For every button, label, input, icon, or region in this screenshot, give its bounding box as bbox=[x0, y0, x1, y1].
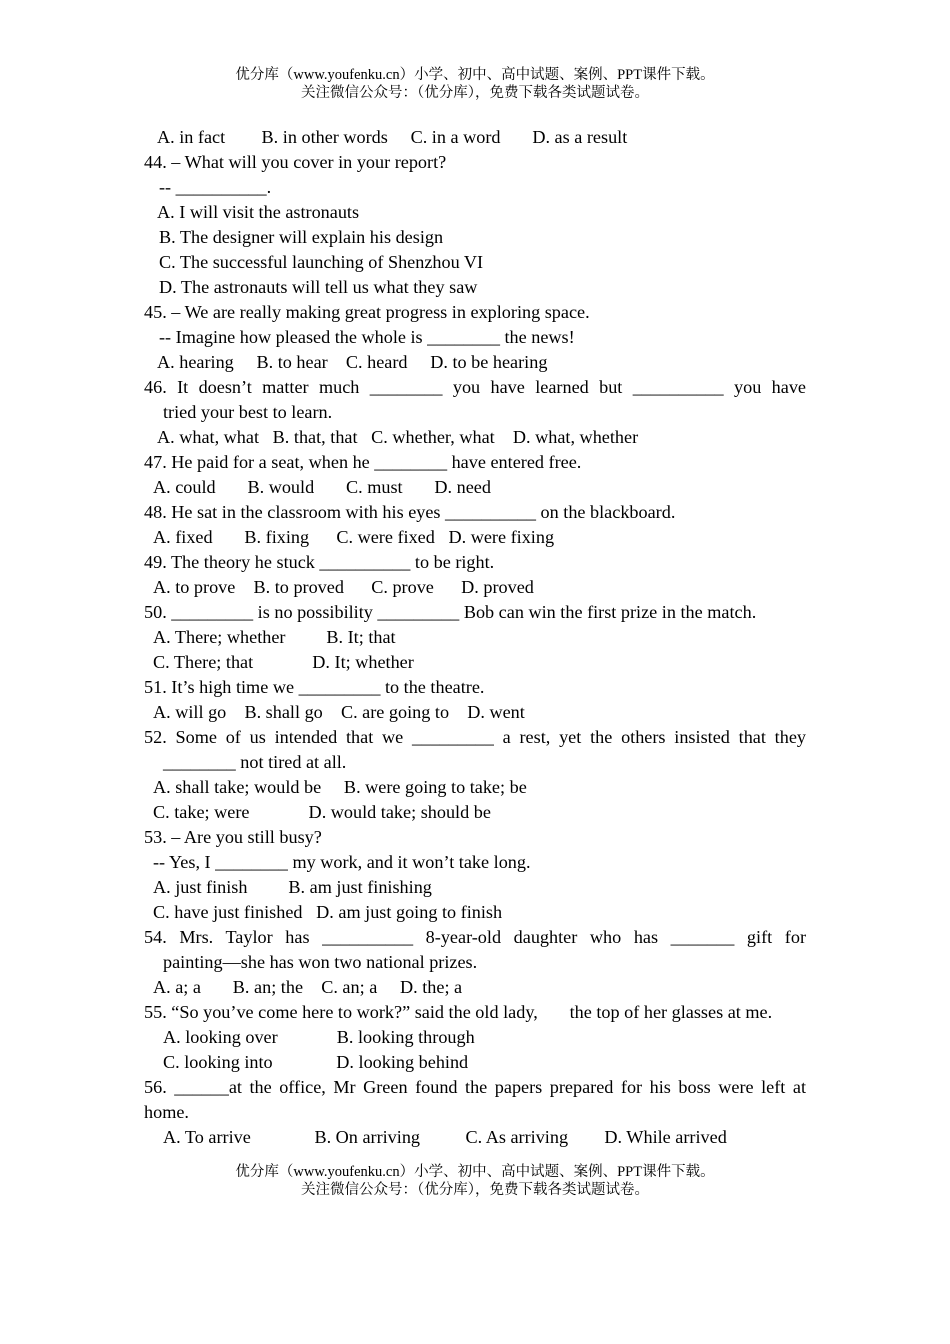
question-45: 45. – We are really making great progress in exploring space. bbox=[144, 302, 590, 322]
question-53: 53. – Are you still busy? bbox=[144, 827, 322, 847]
options-line: A. fixed B. fixing C. were fixed D. were fixing bbox=[153, 527, 555, 547]
options-line: C. have just finished D. am just going to finish bbox=[153, 902, 503, 922]
option-line: C. The successful launching of Shenzhou VI bbox=[159, 252, 484, 272]
question-56: 56. ______at the office, Mr Green found the papers prepared for his boss were left at bbox=[144, 1077, 806, 1097]
options-line: A. shall take; would be B. were going to take; be bbox=[153, 777, 527, 797]
dialogue-line: -- Imagine how pleased the whole is ________ the news! bbox=[159, 327, 575, 347]
options-line: A. To arrive B. On arriving C. As arriving D. While arrived bbox=[163, 1127, 727, 1147]
option-line: D. The astronauts will tell us what they saw bbox=[159, 277, 478, 297]
options-line: A. There; whether B. It; that bbox=[153, 627, 396, 647]
question-55: 55. “So you’ve come here to work?” said the old lady, the top of her glasses at me. bbox=[144, 1002, 773, 1022]
page-footer bbox=[0, 1163, 950, 1199]
options-line: A. will go B. shall go C. are going to D. went bbox=[153, 702, 525, 722]
question-51: 51. It’s high time we _________ to the theatre. bbox=[144, 677, 485, 697]
question-continuation: home. bbox=[144, 1102, 189, 1122]
options-line: A. to prove B. to proved C. prove D. proved bbox=[153, 577, 534, 597]
question-50: 50. _________ is no possibility _________ Bob can win the first prize in the match. bbox=[144, 602, 757, 622]
footer-line-1: 优分库（www.youfenku.cn）小学、初中、高中试题、案例、PPT课件下载。 bbox=[235, 1164, 715, 1180]
options-line: A. just finish B. am just finishing bbox=[153, 877, 432, 897]
header-line-2: 关注微信公众号：（优分库），免费下载各类试题试卷。 bbox=[301, 85, 649, 101]
footer-line-2: 关注微信公众号：（优分库），免费下载各类试题试卷。 bbox=[301, 1182, 649, 1198]
question-54: 54. Mrs. Taylor has __________ 8-year-old daughter who has _______ gift for bbox=[144, 927, 806, 947]
question-46: 46. It doesn’t matter much ________ you have learned but __________ you have bbox=[144, 377, 806, 397]
options-line: A. a; a B. an; the C. an; a D. the; a bbox=[153, 977, 463, 997]
dialogue-line: -- __________. bbox=[159, 177, 272, 197]
options-line: A. what, what B. that, that C. whether, what D. what, whether bbox=[157, 427, 639, 447]
question-49: 49. The theory he stuck __________ to be right. bbox=[144, 552, 495, 572]
question-52: 52. Some of us intended that we _________ a rest, yet the others insisted that they bbox=[144, 727, 806, 747]
options-line: A. in fact B. in other words C. in a word D. as a result bbox=[157, 127, 628, 147]
page-header bbox=[0, 66, 950, 102]
options-line: A. looking over B. looking through bbox=[163, 1027, 475, 1047]
options-line: C. looking into D. looking behind bbox=[163, 1052, 469, 1072]
question-47: 47. He paid for a seat, when he ________ have entered free. bbox=[144, 452, 582, 472]
question-44: 44. – What will you cover in your report? bbox=[144, 152, 447, 172]
question-continuation: ________ not tired at all. bbox=[163, 752, 347, 772]
options-line: A. could B. would C. must D. need bbox=[153, 477, 491, 497]
header-line-1: 优分库（www.youfenku.cn）小学、初中、高中试题、案例、PPT课件下载。 bbox=[235, 67, 715, 83]
question-48: 48. He sat in the classroom with his eyes __________ on the blackboard. bbox=[144, 502, 676, 522]
dialogue-line: -- Yes, I ________ my work, and it won’t take long. bbox=[153, 852, 531, 872]
options-line: A. hearing B. to hear C. heard D. to be hearing bbox=[157, 352, 548, 372]
option-line: A. I will visit the astronauts bbox=[157, 202, 360, 222]
options-line: C. There; that D. It; whether bbox=[153, 652, 414, 672]
option-line: B. The designer will explain his design bbox=[159, 227, 444, 247]
question-continuation: painting—she has won two national prizes. bbox=[163, 952, 478, 972]
options-line: C. take; were D. would take; should be bbox=[153, 802, 491, 822]
question-continuation: tried your best to learn. bbox=[163, 402, 333, 422]
